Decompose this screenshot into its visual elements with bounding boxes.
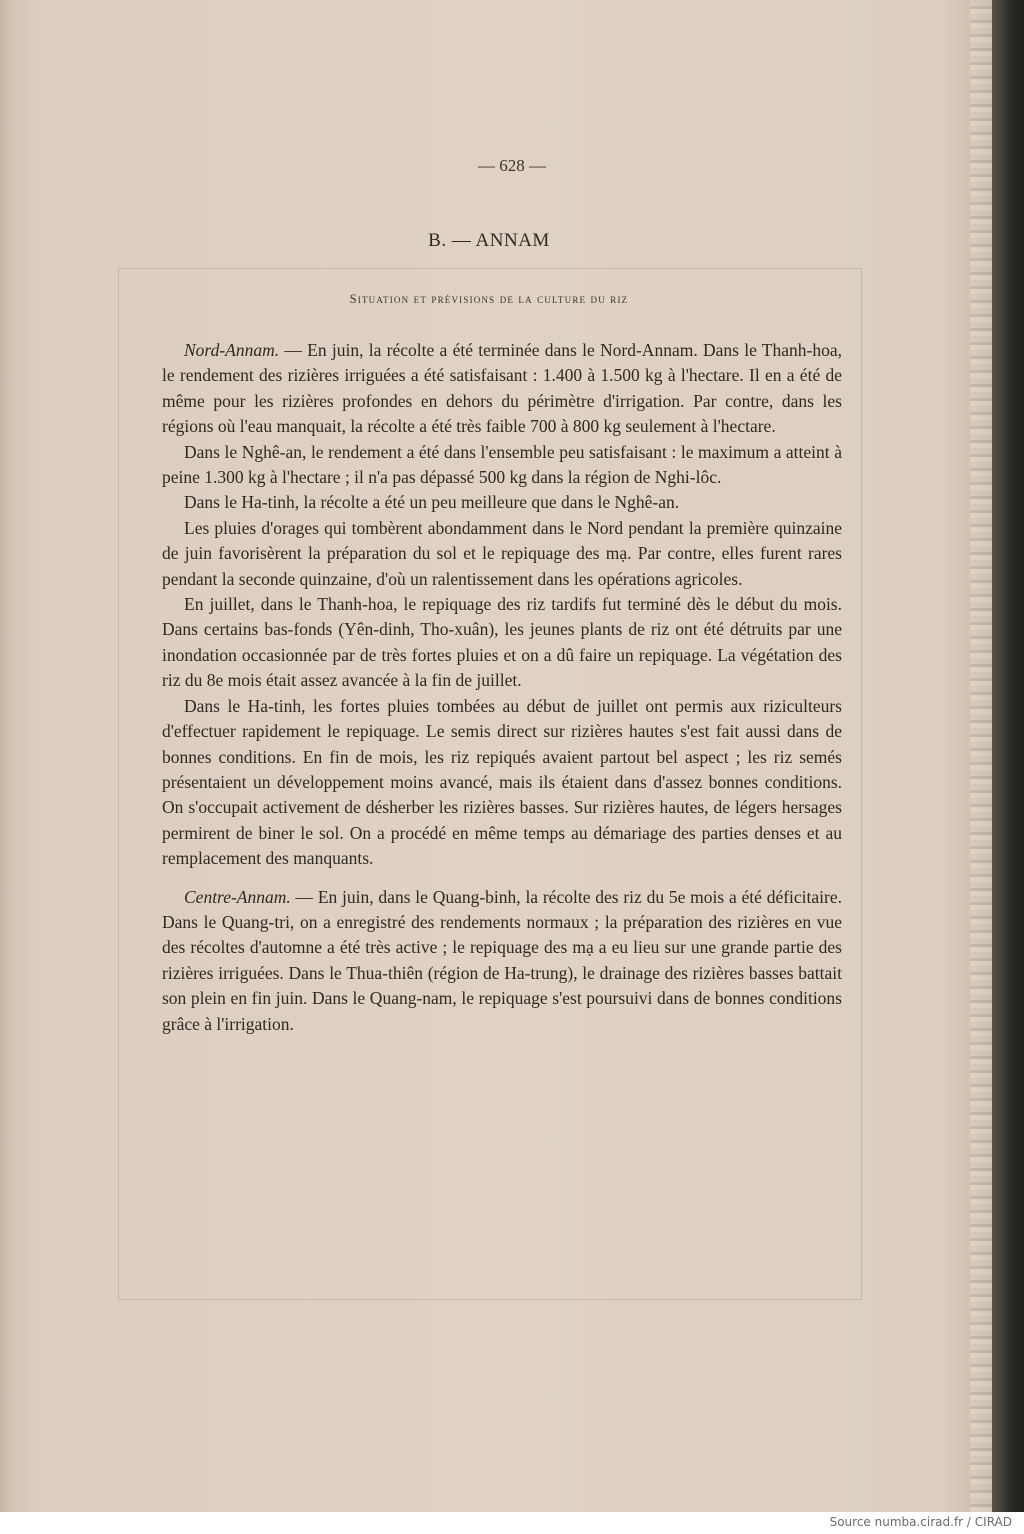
paragraph: Dans le Ha-tinh, les fortes pluies tombées au début de juillet ont permis aux riziculteurs d'effectuer rapidement le repiquage. Le semis direct sur rizières hautes s'est fait aussi dans de bonnes conditions. En fin de mois, les riz repiqués avaient partout bel aspect ; les riz semés présentaient un développement moins avancé, mais ils étaient dans d'assez bonnes conditions. On s'occupait activement de désherber les rizières basses. Sur rizières hautes, de légers hersages permirent de biner le sol. On a procédé en même temps au démariage des parties denses et au remplacement des manquants. (162, 695, 842, 869)
source-credit: Source numba.cirad.fr / CIRAD (829, 1515, 1012, 1529)
paragraph (162, 885, 842, 1037)
page-edges (970, 0, 992, 1512)
body-text (162, 338, 842, 1037)
page-number: — 628 — (478, 156, 546, 175)
paragraph-lead: Nord-Annam. (184, 340, 280, 360)
paragraph: Dans le Nghê-an, le rendement a été dans l'ensemble peu satisfaisant : le maximum a atteint à peine 1.300 kg à l'hectare ; il n'a pas dépassé 500 kg dans la région de Nghi-lôc. (162, 441, 842, 488)
paragraph: Les pluies d'orages qui tombèrent abondamment dans le Nord pendant la première quinzaine de juin favorisèrent la préparation du sol et le repiquage des mạ. Par contre, elles furent rares pendant la seconde quinzaine, d'où un ralentissement dans les opérations agricoles. (162, 517, 842, 589)
paragraph-text: — En juin, la récolte a été terminée dans le Nord-Annam. Dans le Thanh-hoa, le rendement des rizières irriguées a été satisfaisant : 1.400 à 1.500 kg à l'hectare. Il en a été de même pour les rizières profondes en dehors du périmètre d'irrigation. Par contre, dans les régions où l'eau manquait, la récolte a été très faible 700 à 800 kg seulement à l'hectare. (162, 340, 842, 437)
subheading: Situation et prévisions de la culture du riz (349, 292, 629, 306)
paragraph: En juillet, dans le Thanh-hoa, le repiquage des riz tardifs fut terminé dès le début du mois. Dans certains bas-fonds (Yên-dinh, Tho-xuân), les jeunes plants de riz ont été détruits par une inondation occasionnée par de très fortes pluies et on a dû faire un repiquage. La végétation des riz du 8e mois était assez avancée à la fin de juillet. (162, 594, 842, 691)
paragraph-text: — En juin, dans le Quang-binh, la récolte des riz du 5e mois a été déficitaire. Dans le Quang-tri, on a enregistré des rendements normaux ; la préparation des rizières en vue des récoltes d'automne a été très active ; le repiquage des mạ a eu lieu sur une grande partie des rizières irriguées. Dans le Thua-thiên (région de Ha-trung), le drainage des rizières basses battait son plein en fin juin. Dans le Quang-nam, le repiquage s'est poursuivi dans de bonnes conditions grâce à l'irrigation. (162, 886, 842, 1034)
book-spine (992, 0, 1024, 1512)
section-heading: B. — ANNAM (428, 230, 550, 251)
paragraph (162, 338, 842, 440)
paragraph: Dans le Ha-tinh, la récolte a été un peu meilleure que dans le Nghê-an. (184, 492, 680, 513)
paragraph-lead: Centre-Annam. (184, 886, 291, 907)
